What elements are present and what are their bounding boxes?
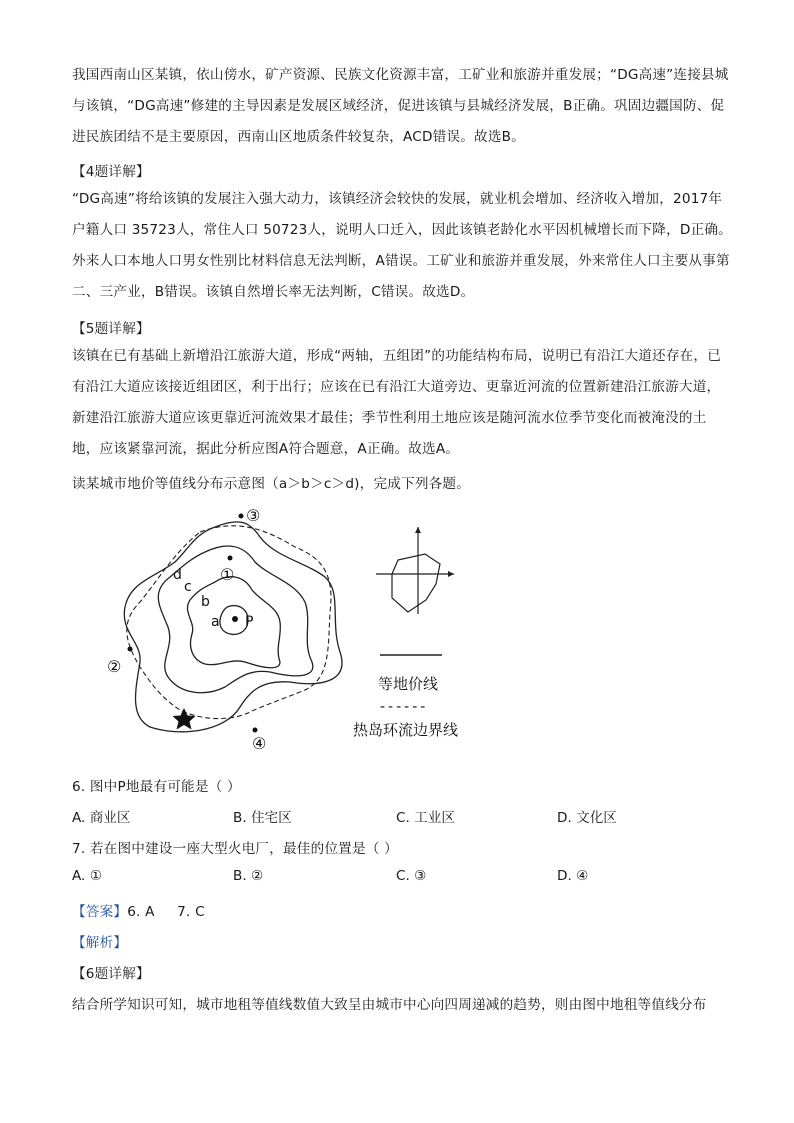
answer-text: 6. A 7. C: [127, 904, 205, 920]
q7-option-c: C. ③: [396, 868, 427, 884]
q6-option-d: D. 文化区: [557, 810, 617, 826]
point-p-label: P: [245, 614, 254, 630]
site-2-dot: [128, 647, 133, 652]
site-3-label: ③: [246, 506, 261, 525]
paragraph-q4-explanation: “DG高速”将给该镇的发展注入强大动力，该镇经济会较快的发展，就业机会增加、经济收入增加，2017年户籍人口 35723人，常住人口 50723人，说明人口迁入，因此该镇老龄化水平因机械增长而下降，D正确。外来人口本地人口男女性别比材料信息无法判断，A错误。工矿业和旅游并重发展，外来常住人口主要从事第二、三产业，B错误。该镇自然增长率无法判断，C错误。故选D。: [72, 191, 732, 300]
site-2-label: ②: [107, 657, 122, 676]
site-4-label: ④: [252, 734, 267, 753]
paragraph-q5-explanation: 该镇在已有基础上新增沿江旅游大道，形成“两轴，五组团”的功能结构布局，说明已有沿江大道还存在，已有沿江大道应该接近组团区，利于出行；应该在已有沿江大道旁边、更靠近河流的位置新建沿江旅游大道，新建沿江旅游大道应该更靠近河流效果才最佳；季节性利用土地应该是随河流水位季节变化而被淹没的土地，应该紧靠河流，据此分析应图A符合题意，A正确。故选A。: [72, 348, 721, 457]
contour-label-b: b: [201, 594, 210, 610]
heading-q6-detail: 【6题详解】: [72, 966, 150, 982]
q6-option-a: A. 商业区: [72, 810, 131, 826]
paragraph-q3-explanation: 我国西南山区某镇，依山傍水，矿产资源、民族文化资源丰富，工矿业和旅游并重发展；“DG高速”连接县城与该镇，“DG高速”修建的主导因素是发展区域经济，促进该镇与县城经济发展，B正确。巩固边疆国防、促进民族团结不是主要原因，西南山区地质条件较复杂，ACD错误。故选B。: [72, 67, 729, 145]
site-3-dot: [239, 514, 244, 519]
star-icon: [173, 708, 196, 730]
heading-q5-detail: 【5题详解】: [72, 321, 150, 337]
question-6-stem: 6. 图中P地最有可能是（ ）: [72, 779, 241, 795]
point-p-marker: [232, 616, 238, 622]
contour-label-c: c: [184, 579, 192, 595]
question-intro: 读某城市地价等值线分布示意图（a＞b＞c＞d)，完成下列各题。: [72, 476, 471, 492]
site-4-dot: [253, 728, 258, 733]
answer-tag: 【答案】: [72, 904, 128, 920]
wind-rose-inset: [376, 527, 454, 614]
site-1-label: ①: [220, 565, 235, 584]
answer-line: [72, 900, 205, 920]
analysis-tag: 【解析】: [72, 935, 128, 951]
heading-q4-detail: 【4题详解】: [72, 164, 150, 180]
question-7-stem: 7. 若在图中建设一座大型火电厂，最佳的位置是（ ）: [72, 841, 398, 857]
legend-dashes: ------: [380, 699, 429, 715]
site-1-dot: [228, 556, 233, 561]
q6-option-c: C. 工业区: [396, 810, 455, 826]
heat-island-boundary: [127, 526, 331, 719]
q6-option-b: B. 住宅区: [233, 810, 292, 826]
contour-label-a: a: [211, 614, 220, 630]
paragraph-q6-explanation: 结合所学知识可知，城市地租等值线数值大致呈由城市中心向四周递减的趋势，则由图中地租等值线分布: [72, 997, 707, 1013]
contour-b: [187, 577, 280, 668]
q7-option-b: B. ②: [233, 868, 264, 884]
legend-contour-label: 等地价线: [378, 675, 439, 693]
land-price-contour-map: [80, 502, 520, 762]
q7-option-d: D. ④: [557, 868, 589, 884]
legend-boundary-label: 热岛环流边界线: [353, 721, 459, 739]
contour-label-d: d: [173, 567, 182, 583]
q7-option-a: A. ①: [72, 868, 102, 884]
contour-d: [124, 522, 342, 732]
